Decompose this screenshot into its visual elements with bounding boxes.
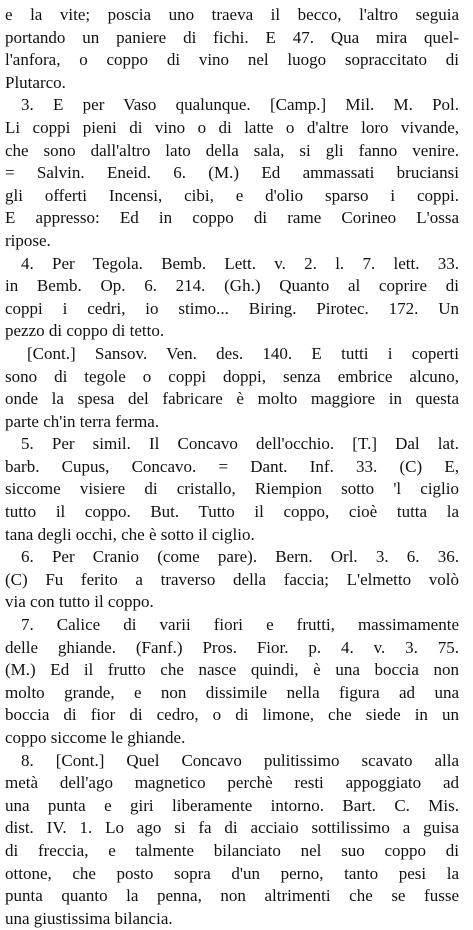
text-line: ottone, che posto sopra d'un perno, tanto pesi la [5,863,459,883]
text-line: tana degli occhi, che è sotto il ciglio. [5,524,255,544]
text-line: boccia di fior di cedro, o di limone, che siede in un [5,705,459,725]
entry-heading-4: 4. Per Tegola. Bemb. Lett. v. 2. l. 7. lett. 33. [21,253,459,273]
text-line: metà dell'ago magnetico perchè resti appoggiato ad [5,773,459,793]
text-line: via con tutto il coppo. [5,592,154,612]
text-line: ripose. [5,230,51,250]
text-line: punta quanto la penna, non altrimenti che se fusse [5,886,459,906]
entry-heading-8: 8. [Cont.] Quel Concavo pulitissimo scavato alla [21,750,459,770]
entry-heading-7: 7. Calice di varii fiori e frutti, massimamente [21,615,459,635]
text-line: Li coppi pieni di vino o di latte o d'altre loro vivande, [5,117,459,137]
text-line: = Salvin. Eneid. 6. (M.) Ed ammassati bruciansi [5,163,459,183]
text-line: barb. Cupus, Concavo. = Dant. Inf. 33. (C) E, [5,456,459,476]
text-line: delle ghiande. (Fanf.) Pros. Fior. p. 4. v. 3. 75. [5,637,459,657]
text-line: molto grande, e non dissimile nella figura ad una [5,682,459,702]
text-line: tutto il coppo. But. Tutto il coppo, cioè tutta la [5,502,459,522]
text-line: in Bemb. Op. 6. 214. (Gh.) Quanto al coprire di [5,276,459,296]
cont-citation-line: [Cont.] Sansov. Ven. des. 140. E tutti i coperti [27,343,459,363]
text-line: parte ch'in terra ferma. [5,411,160,431]
text-line: una punta e giri liberamente intorno. Bart. C. Mis. [5,795,459,815]
text-line: dist. IV. 1. Lo ago si fa di acciaio sottilissimo a guisa [5,818,459,838]
text-line: portando un paniere di fichi. E 47. Qua mira quel- [5,27,459,47]
text-line: l'anfora, o coppo di vino nel luogo sopraccitato di [5,50,459,70]
text-line: (C) Fu ferito a traverso della faccia; L'elmetto volò [5,569,459,589]
text-line: (M.) Ed il frutto che nasce quindi, è una boccia non [5,660,459,680]
text-line: coppi i cedri, io stimo... Biring. Pirotec. 172. Un [5,298,459,318]
text-line: E appresso: Ed in coppo di rame Corineo L'ossa [5,208,459,228]
text-line: pezzo di coppo di tetto. [5,321,165,341]
text-line: gli offerti Incensi, cibi, e d'olio sparso i coppi. [5,185,459,205]
text-line: e la vite; poscia uno traeva il becco, l'altro seguia [5,5,459,24]
entry-heading-5: 5. Per simil. Il Concavo dell'occhio. [T.] Dal lat. [21,434,459,454]
text-line: coppo siccome le ghiande. [5,728,186,747]
text-line: di freccia, e talmente bilanciato nel suo coppo di [5,840,459,860]
text-line: onde la spesa del fabricare è molto maggiore in questa [5,389,459,409]
text-line: una giustissima bilancia. [5,908,173,928]
text-line: che sono dall'altro lato della sala, si gli fanno venire. [5,140,459,160]
text-line: Plutarco. [5,72,66,92]
text-line: sono di tegole o coppi doppi, senza embrice alcuno, [5,366,459,386]
text-line: siccome visiere di cristallo, Riempion sotto 'l ciglio [5,479,459,499]
entry-heading-3: 3. E per Vaso qualunque. [Camp.] Mil. M. Pol. [21,95,459,115]
entry-heading-6: 6. Per Cranio (come pare). Bern. Orl. 3. 6. 36. [21,547,459,567]
